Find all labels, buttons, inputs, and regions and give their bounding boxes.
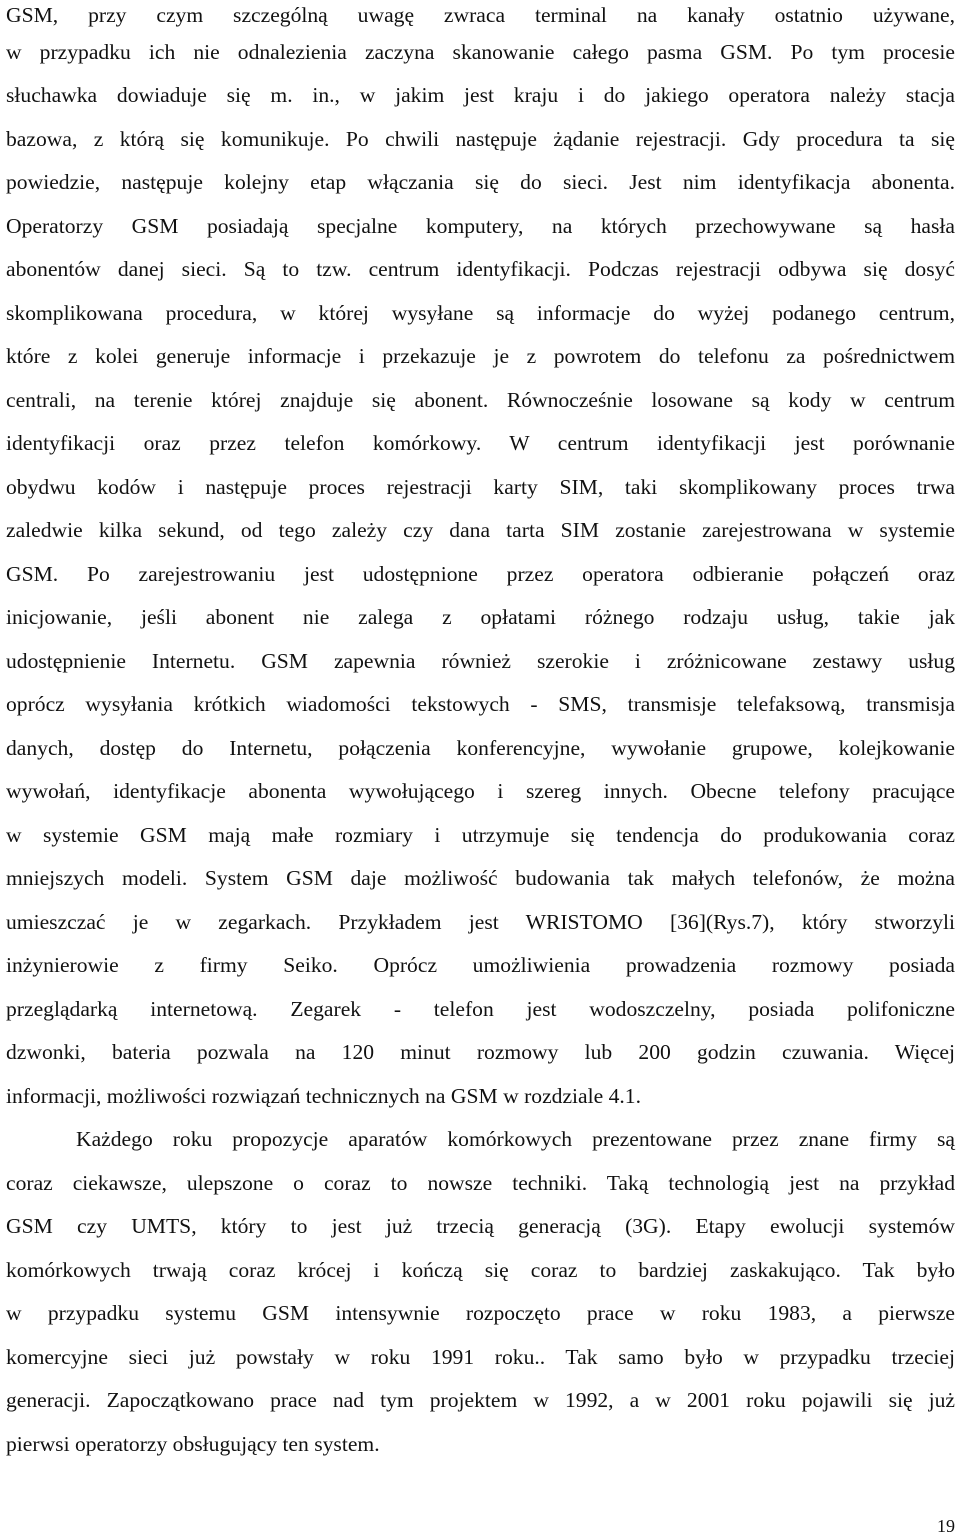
text-line: informacji, możliwości rozwiązań technicznych na GSM w rozdziale 4.1. — [6, 1084, 641, 1108]
paragraph-first-line: Każdego roku propozycje aparatów komórkowych prezentowane przez znane firmy są — [76, 1127, 955, 1151]
text-line: udostępnienie Internetu. GSM zapewnia również szerokie i zróżnicowane zestawy usług — [6, 649, 955, 673]
text-line: identyfikacji oraz przez telefon komórkowy. W centrum identyfikacji jest porównanie — [6, 431, 955, 455]
text-line: inicjowanie, jeśli abonent nie zalega z opłatami różnego rodzaju usług, takie jak — [6, 605, 955, 629]
text-line: komórkowych trwają coraz krócej i kończą się coraz to bardziej zaskakująco. Tak było — [6, 1258, 955, 1282]
text-line: GSM, przy czym szczególną uwagę zwraca terminal na kanały ostatnio używane, — [6, 3, 955, 27]
text-line: słuchawka dowiaduje się m. in., w jakim jest kraju i do jakiego operatora należy stacja — [6, 83, 955, 107]
text-line: centrali, na terenie której znajduje się abonent. Równocześnie losowane są kody w centrum — [6, 388, 955, 412]
text-line: abonentów danej sieci. Są to tzw. centrum identyfikacji. Podczas rejestracji odbywa się dosyć — [6, 257, 955, 281]
text-line: zaledwie kilka sekund, od tego zależy czy dana tarta SIM zostanie zarejestrowana w systemie — [6, 518, 955, 542]
text-line: przeglądarką internetową. Zegarek - telefon jest wodoszczelny, posiada polifoniczne — [6, 997, 955, 1021]
text-line: Operatorzy GSM posiadają specjalne komputery, na których przechowywane są hasła — [6, 214, 955, 238]
text-line: bazowa, z którą się komunikuje. Po chwili następuje żądanie rejestracji. Gdy procedura ta się — [6, 127, 955, 151]
text-line: które z kolei generuje informacje i przekazuje je z powrotem do telefonu za pośrednictwem — [6, 344, 955, 368]
text-line: generacji. Zapoczątkowano prace nad tym projektem w 1992, a w 2001 roku pojawili się już — [6, 1388, 955, 1412]
text-line: coraz ciekawsze, ulepszone o coraz to nowsze techniki. Taką technologią jest na przykład — [6, 1171, 955, 1195]
page-number: 19 — [937, 1516, 955, 1536]
text-line: inżynierowie z firmy Seiko. Oprócz umożliwienia prowadzenia rozmowy posiada — [6, 953, 955, 977]
text-line: powiedzie, następuje kolejny etap włączania się do sieci. Jest nim identyfikacja abonenta. — [6, 170, 955, 194]
text-line: skomplikowana procedura, w której wysyłane są informacje do wyżej podanego centrum, — [6, 301, 955, 325]
text-line: umieszczać je w zegarkach. Przykładem jest WRISTOMO [36](Rys.7), który stworzyli — [6, 910, 955, 934]
text-line: oprócz wysyłania krótkich wiadomości tekstowych - SMS, transmisje telefaksową, transmisja — [6, 692, 955, 716]
text-line: GSM czy UMTS, który to jest już trzecią generacją (3G). Etapy ewolucji systemów — [6, 1214, 955, 1238]
text-line: w systemie GSM mają małe rozmiary i utrzymuje się tendencja do produkowania coraz — [6, 823, 955, 847]
text-line: wywołań, identyfikacje abonenta wywołującego i szereg innych. Obecne telefony pracujące — [6, 779, 955, 803]
text-line: mniejszych modeli. System GSM daje możliwość budowania tak małych telefonów, że można — [6, 866, 955, 890]
text-line: dzwonki, bateria pozwala na 120 minut rozmowy lub 200 godzin czuwania. Więcej — [6, 1040, 955, 1064]
text-line: komercyjne sieci już powstały w roku 1991 roku.. Tak samo było w przypadku trzeciej — [6, 1345, 955, 1369]
text-line: obydwu kodów i następuje proces rejestracji karty SIM, taki skomplikowany proces trwa — [6, 475, 955, 499]
text-line: w przypadku ich nie odnalezienia zaczyna skanowanie całego pasma GSM. Po tym procesie — [6, 40, 955, 64]
text-line: danych, dostęp do Internetu, połączenia konferencyjne, wywołanie grupowe, kolejkowanie — [6, 736, 955, 760]
text-line: GSM. Po zarejestrowaniu jest udostępnione przez operatora odbieranie połączeń oraz — [6, 562, 955, 586]
text-line: w przypadku systemu GSM intensywnie rozpoczęto prace w roku 1983, a pierwsze — [6, 1301, 955, 1325]
text-line: pierwsi operatorzy obsługujący ten system. — [6, 1432, 380, 1456]
